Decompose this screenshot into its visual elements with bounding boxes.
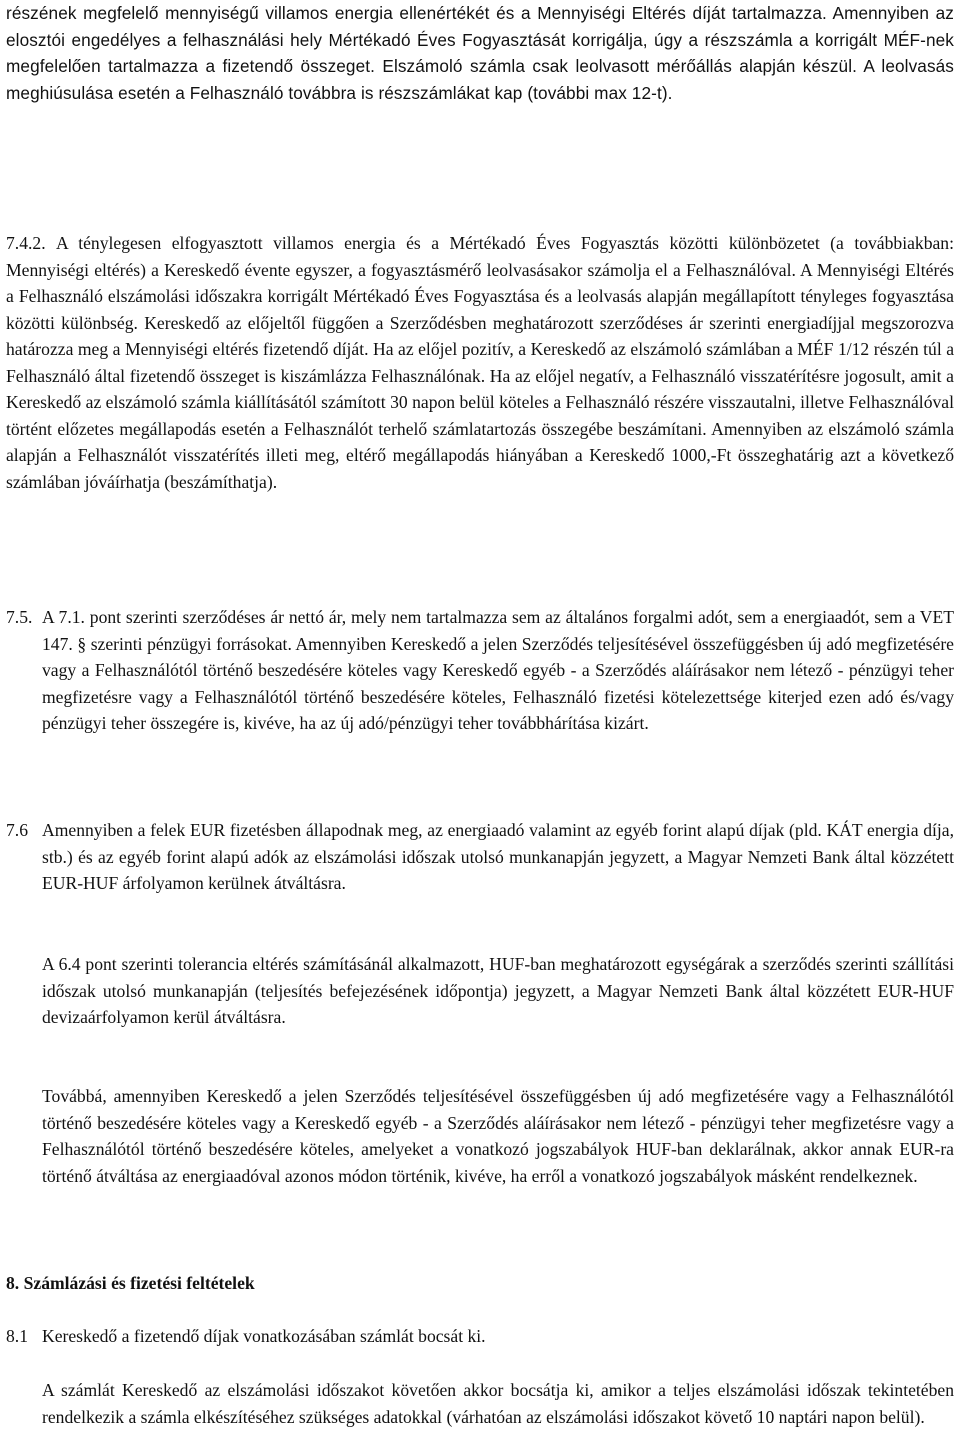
- paragraph-tolerancia: A 6.4 pont szerinti tolerancia eltérés számításánál alkalmazott, HUF-ban meghatározott egységárak a szerződés szerinti szállítási időszak utolsó munkanapján (teljesítés befejezésének időpontja) jegyzett, a Magyar Nemzeti Bank által közzétett EUR-HUF devizaárfolyamon kerül átváltásra.: [42, 954, 954, 1027]
- paragraph-tovabba: Továbbá, amennyiben Kereskedő a jelen Szerződés teljesítésével összefüggésben új adó megfizetésére vagy a Felhasználótól történő beszedésére köteles vagy a Kereskedő egyéb - a Szerződés aláírásakor nem létező - pénzügyi teher megfizetésre vagy a Felhasználótól történő beszedésére köteles, amelyeket a vonatkozó jogszabályok HUF-ban deklarálnak, akkor annak EUR-ra történő átváltása az energiaadóval azonos módon történik, kivéve, ha erről a vonatkozó jogszabályok másként rendelkeznek.: [42, 1086, 954, 1186]
- paragraph-7-4-2: A ténylegesen elfogyasztott villamos energia és a Mértékadó Éves Fogyasztás közötti különbözetet (a továbbiakban: Mennyiségi eltérés) a Kereskedő évente egyszer, a fogyasztásmérő leolvasásakor számolja el a Felhasználóval. A Mennyiségi Eltérés a Felhasználó elszámolási időszakra korrigált Mértékadó Éves Fogyasztása és a leolvasás alapján megállapított tényleges fogyasztása közötti különbség. Kereskedő az előjeltől függően a Szerződésben meghatározott szerződéses ár szerinti energiadíjjal megszorozva határozza meg a Mennyiségi eltérés fizetendő díját. Ha az előjel pozitív, a Kereskedő az elszámoló számlában a MÉF 1/12 részén túl a Felhasználó által fizetendő összeget is kiszámlázza Felhasználónak. Ha az előjel negatív, a Felhasználó visszatérítésre jogosult, amit a Kereskedő az elszámoló számla kiállításától számított 30 napon belül köteles a Felhasználó részére visszautalni, illetve Felhasználóval történt előzetes megállapodás esetén a Felhasználót terhelő számlatartozás összegébe beszámítani. Amennyiben az elszámoló számla alapján a Felhasználót visszatérítés illeti meg, eltérő megállapodás hiányában a Kereskedő 1000,-Ft összeghatárig azt a következő számlában jóváírhatja (beszámíthatja).: [6, 233, 954, 492]
- section-heading-8: 8. Számlázási és fizetési feltételek: [6, 1273, 255, 1293]
- paragraph-7-6: Amennyiben a felek EUR fizetésben állapodnak meg, az energiaadó valamint az egyéb forint alapú díjak (pld. KÁT energia díja, stb.) és az egyéb forint alapú adók az elszámolási időszak utolsó munkanapján jegyzett, a Magyar Nemzeti Bank által közzétett EUR-HUF árfolyamon kerülnek átváltásra.: [42, 820, 954, 893]
- section-number-8-1: 8.1: [6, 1326, 28, 1346]
- section-number-7-5: 7.5.: [6, 607, 33, 627]
- paragraph-7-5: A 7.1. pont szerinti szerződéses ár nettó ár, mely nem tartalmazza sem az általános forgalmi adót, sem a energiaadót, sem a VET 147. § szerinti pénzügyi forrásokat. Amennyiben Kereskedő a jelen Szerződés teljesítésével összefüggésben új adó megfizetésére vagy a Felhasználótól történő beszedésére köteles vagy Kereskedő egyéb - a Szerződés aláírásakor nem létező - pénzügyi teher megfizetésre vagy a Felhasználótól történő beszedésére köteles, Felhasználó fizetési kötelezettsége kiterjed ezen adó és/vagy pénzügyi teher összegére is, kivéve, ha az új adó/pénzügyi teher továbbhárítása kizárt.: [42, 607, 954, 733]
- paragraph-szamla: A számlát Kereskedő az elszámolási időszakot követően akkor bocsátja ki, amikor a teljes elszámolási időszak tekintetében rendelkezik a számla elkészítéséhez szükséges adatokkal (várhatóan az elszámolási időszakot követő 10 naptári napon belül).: [42, 1380, 954, 1427]
- section-number-7-6: 7.6: [6, 820, 28, 840]
- paragraph-8-1: Kereskedő a fizetendő díjak vonatkozásában számlát bocsát ki.: [42, 1326, 486, 1346]
- section-number-7-4-2: 7.4.2.: [6, 233, 46, 253]
- paragraph-intro: részének megfelelő mennyiségű villamos energia ellenértékét és a Mennyiségi Eltérés díját tartalmazza. Amennyiben az elosztói engedélyes a felhasználási hely Mértékadó Éves Fogyasztását korrigálja, úgy a részszámla a korrigált MÉF-nek megfelelően tartalmazza a fizetendő összeget. Elszámoló számla csak leolvasott mérőállás alapján készül. A leolvasás meghiúsulása esetén a Felhasználó továbbra is részszámlákat kap (további max 12-t).: [6, 3, 954, 103]
